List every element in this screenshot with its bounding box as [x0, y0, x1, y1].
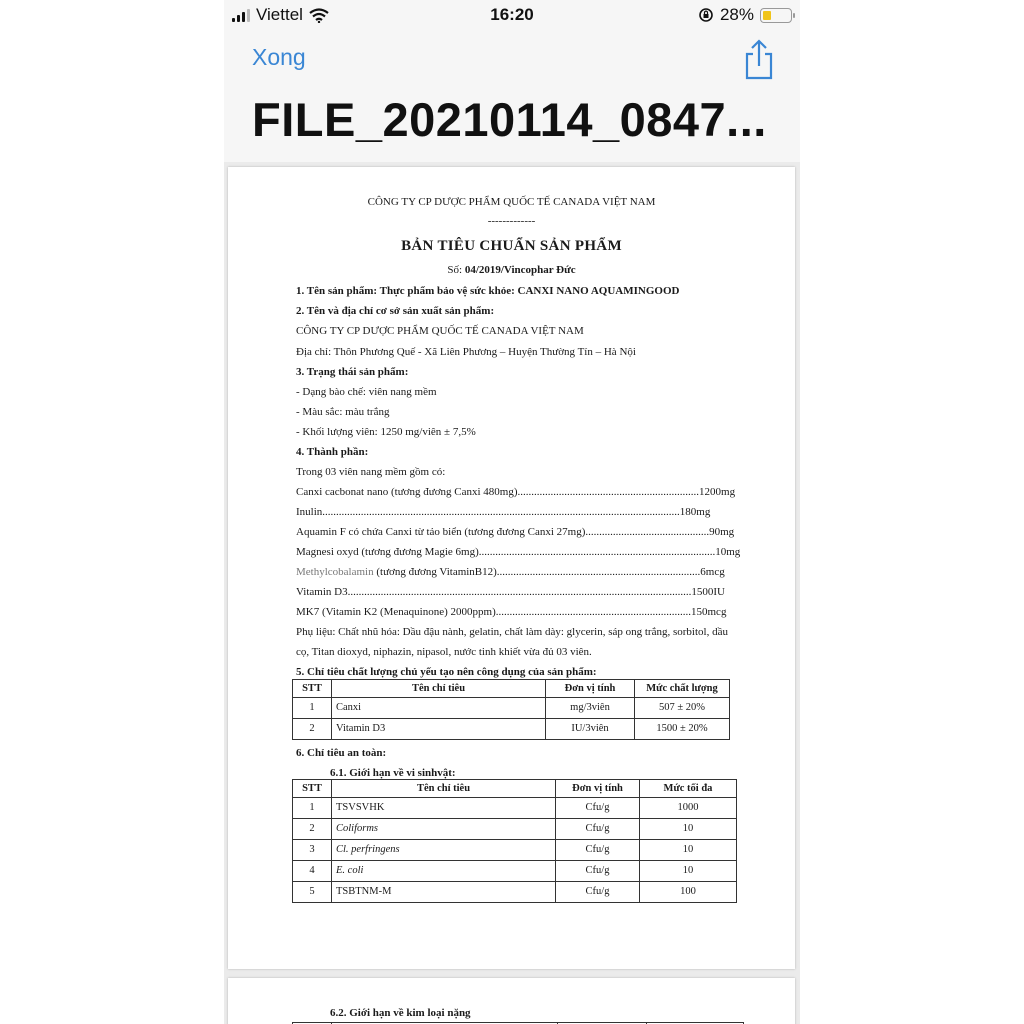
table-cell: IU/3viên	[546, 719, 635, 740]
manufacturer-address: Địa chỉ: Thôn Phương Quế - Xã Liên Phương – Huyện Thường Tín – Hà Nội	[296, 346, 636, 358]
table-header: Tên chỉ tiêu	[332, 680, 546, 698]
status-bar	[224, 0, 800, 30]
table-header: Đơn vị tính	[546, 680, 635, 698]
ingredient-rest: (tương đương VitaminB12)..........................................................................6mcg	[373, 566, 725, 578]
table-cell: Cfu/g	[556, 798, 640, 819]
table-cell: 3	[293, 840, 332, 861]
table-cell: 2	[293, 819, 332, 840]
table-cell: 1500 ± 20%	[635, 719, 730, 740]
section-6-2: 6.2. Giới hạn về kim loại nặng	[330, 1007, 471, 1019]
document-page-2	[228, 978, 795, 1024]
document-title: FILE_20210114_0847...	[252, 93, 767, 146]
table-header: Mức tối đa	[640, 780, 737, 798]
manufacturer-name: CÔNG TY CP DƯỢC PHẨM QUỐC TẾ CANADA VIỆT NAM	[296, 325, 584, 337]
section-6-1: 6.1. Giới hạn về vi sinhvật:	[330, 767, 456, 779]
table-cell: 1	[293, 798, 332, 819]
table-header: STT	[293, 780, 332, 798]
table-cell: 5	[293, 882, 332, 903]
orientation-lock-icon	[698, 7, 714, 23]
phone-screen	[224, 0, 800, 1024]
document-page-1	[228, 167, 795, 969]
table-cell: Coliforms	[332, 819, 556, 840]
carrier-name: Viettel	[256, 5, 303, 24]
doc-number	[228, 263, 795, 277]
table-cell: 2	[293, 719, 332, 740]
status-right	[698, 5, 792, 25]
company-header: CÔNG TY CP DƯỢC PHẨM QUỐC TẾ CANADA VIỆT NAM	[367, 196, 656, 208]
table-cell: 1	[293, 698, 332, 719]
table-cell: 10	[640, 840, 737, 861]
ingredient-name: Methylcobalamin	[296, 566, 374, 578]
table-cell: TSBTNM-M	[332, 882, 556, 903]
table-cell: TSVSVHK	[332, 798, 556, 819]
ingredient-line: Magnesi oxyd (tương đương Magie 6mg)......................................................................................10mg	[296, 546, 741, 558]
table-row	[293, 840, 737, 861]
document-viewer[interactable]	[224, 162, 800, 1024]
table-row	[293, 719, 730, 740]
table-cell: Cfu/g	[556, 840, 640, 861]
table-cell: E. coli	[332, 861, 556, 882]
table-header: Mức chất lượng	[635, 680, 730, 698]
table-cell: 100	[640, 882, 737, 903]
weight-line: - Khối lượng viên: 1250 mg/viên ± 7,5%	[296, 426, 476, 438]
table-header-row	[293, 680, 730, 698]
nav-bar	[224, 30, 800, 162]
status-time: 16:20	[490, 5, 534, 24]
table-cell: 10	[640, 819, 737, 840]
share-icon[interactable]	[742, 38, 776, 80]
table-cell: Cfu/g	[556, 882, 640, 903]
battery-percent: 28%	[719, 5, 754, 24]
ingredient-line: Vitamin D3.............................................................................................................................1500IU	[296, 586, 725, 598]
section-6: 6. Chỉ tiêu an toàn:	[296, 747, 387, 759]
done-button[interactable]: Xong	[252, 44, 306, 70]
section-1: 1. Tên sản phẩm: Thực phẩm bảo vệ sức khỏe: CANXI NANO AQUAMINGOOD	[296, 285, 680, 297]
table-cell: 507 ± 20%	[635, 698, 730, 719]
table-cell: Canxi	[332, 698, 546, 719]
table-cell: 10	[640, 861, 737, 882]
table-cell: mg/3viên	[546, 698, 635, 719]
doc-number-prefix: Số:	[447, 264, 465, 276]
table-header: STT	[293, 680, 332, 698]
section-4: 4. Thành phần:	[296, 446, 369, 458]
ingredient-line	[296, 565, 725, 579]
excipients-line-1: Phụ liệu: Chất nhũ hóa: Dầu đậu nành, gelatin, chất làm dày: glycerin, sáp ong trắng, sorbitol, dầu	[296, 626, 728, 638]
table-row	[293, 882, 737, 903]
ingredient-line: Inulin..................................................................................................................................180mg	[296, 506, 711, 518]
table-cell: Vitamin D3	[332, 719, 546, 740]
section-3: 3. Trạng thái sản phẩm:	[296, 366, 409, 378]
doc-number-value: 04/2019/Vincophar Đức	[464, 264, 576, 276]
ingredients-intro: Trong 03 viên nang mềm gồm có:	[296, 466, 446, 478]
form-line: - Dạng bào chế: viên nang mềm	[296, 386, 437, 398]
section-5: 5. Chỉ tiêu chất lượng chủ yếu tạo nên công dụng của sản phẩm:	[296, 666, 597, 678]
doc-heading: BẢN TIÊU CHUẨN SẢN PHẨM	[401, 238, 622, 254]
ingredient-line: Aquamin F có chứa Canxi từ tảo biển (tương đương Canxi 27mg).............................................90mg	[296, 526, 735, 538]
section-2: 2. Tên và địa chỉ cơ sở sản xuất sản phẩm:	[296, 305, 495, 317]
ingredient-line: Canxi cacbonat nano (tương đương Canxi 480mg)..................................................................1200mg	[296, 486, 736, 498]
table-row	[293, 798, 737, 819]
table-cell: Cfu/g	[556, 819, 640, 840]
table-cell: 4	[293, 861, 332, 882]
ingredient-line: MK7 (Vitamin K2 (Menaquinone) 2000ppm).......................................................................150mcg	[296, 606, 727, 618]
table-row	[293, 819, 737, 840]
table-row	[293, 698, 730, 719]
quality-table	[292, 679, 730, 740]
table-cell: Cfu/g	[556, 861, 640, 882]
header-divider: -------------	[487, 215, 536, 227]
table-row	[293, 861, 737, 882]
table-cell: Cl. perfringens	[332, 840, 556, 861]
table-cell: 1000	[640, 798, 737, 819]
table-header: Tên chỉ tiêu	[332, 780, 556, 798]
table-header-row	[293, 780, 737, 798]
battery-icon	[760, 8, 792, 23]
excipients-line-2: cọ, Titan dioxyd, niphazin, nipasol, nước tinh khiết vừa đủ 03 viên.	[296, 646, 592, 658]
table-header: Đơn vị tính	[556, 780, 640, 798]
color-line: - Màu sắc: màu trắng	[296, 406, 390, 418]
microbial-table	[292, 779, 737, 903]
